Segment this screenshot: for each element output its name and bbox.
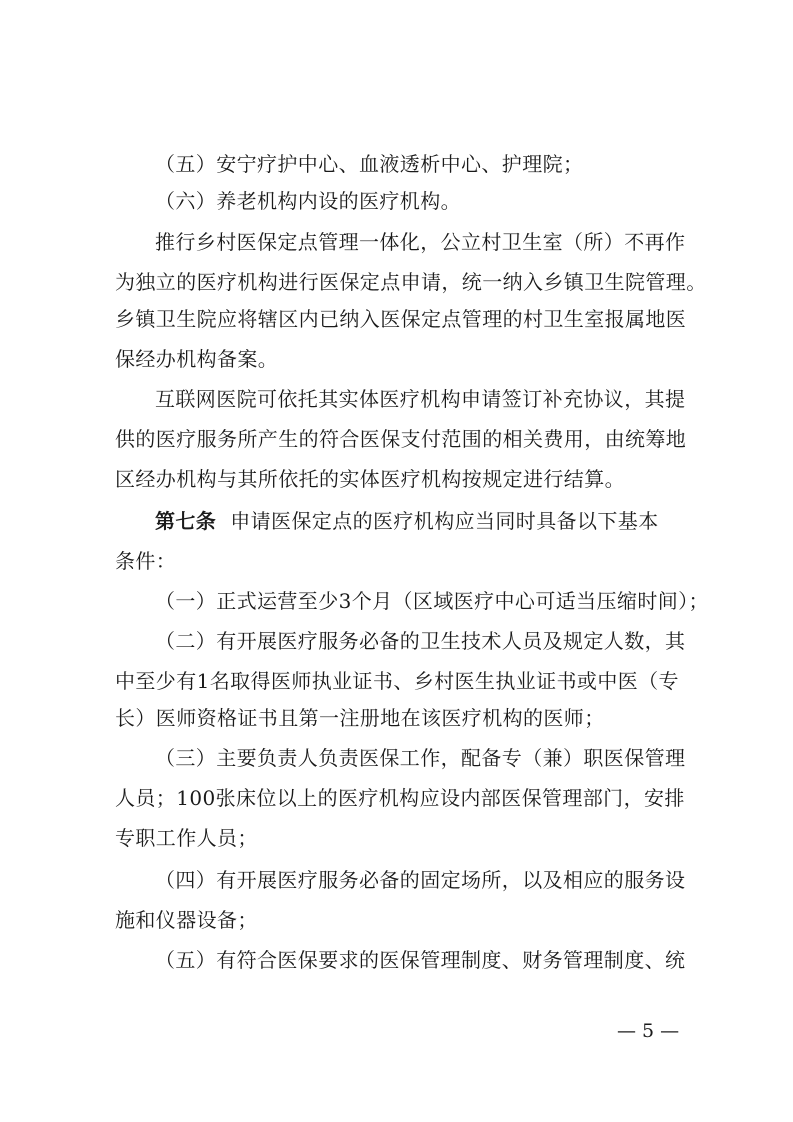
article-seven-line — [155, 508, 705, 534]
text-line-14: 中至少有1名取得医师执业证书、乡村医生执业证书或中医（专 — [115, 669, 679, 693]
text-line-17: 人员；100张床位以上的医疗机构应设内部医保管理部门，安排 — [115, 786, 685, 810]
text-line-16: （三）主要负责人负责医保工作，配备专（兼）职医保管理 — [155, 746, 686, 770]
text-line-13: （二）有开展医疗服务必备的卫生技术人员及规定人数，其 — [155, 629, 686, 653]
article-label: 第七条 — [155, 509, 217, 533]
text-line-18: 专职工作人员； — [115, 826, 258, 850]
text-line-6: 保经办机构备案。 — [115, 347, 279, 371]
text-line-12: （一）正式运营至少3个月（区域医疗中心可适当压缩时间）； — [155, 589, 709, 613]
text-line-15: 长）医师资格证书且第一注册地在该医疗机构的医师； — [115, 706, 605, 730]
text-line-1: （五）安宁疗护中心、血液透析中心、护理院； — [155, 152, 584, 176]
text-line-9: 区经办机构与其所依托的实体医疗机构按规定进行结算。 — [115, 467, 625, 491]
text-line-5: 乡镇卫生院应将辖区内已纳入医保定点管理的村卫生室报属地医 — [115, 307, 687, 331]
text-line-2: （六）养老机构内设的医疗机构。 — [155, 189, 461, 213]
page-number: — 5 — — [617, 1020, 680, 1042]
text-line-3: 推行乡村医保定点管理一体化，公立村卫生室（所）不再作 — [155, 230, 686, 254]
text-line-20: 施和仪器设备； — [115, 908, 258, 932]
article-seven-text: 申请医保定点的医疗机构应当同时具备以下基本 — [230, 509, 659, 533]
text-line-21: （五）有符合医保要求的医保管理制度、财务管理制度、统 — [155, 948, 686, 972]
text-line-7: 互联网医院可依托其实体医疗机构申请签订补充协议，其提 — [155, 387, 686, 411]
text-line-8: 供的医疗服务所产生的符合医保支付范围的相关费用，由统筹地 — [115, 427, 687, 451]
text-line-4: 为独立的医疗机构进行医保定点申请，统一纳入乡镇卫生院管理。 — [115, 270, 707, 294]
text-line-19: （四）有开展医疗服务必备的固定场所，以及相应的服务设 — [155, 868, 686, 892]
text-line-11: 条件： — [115, 549, 177, 573]
